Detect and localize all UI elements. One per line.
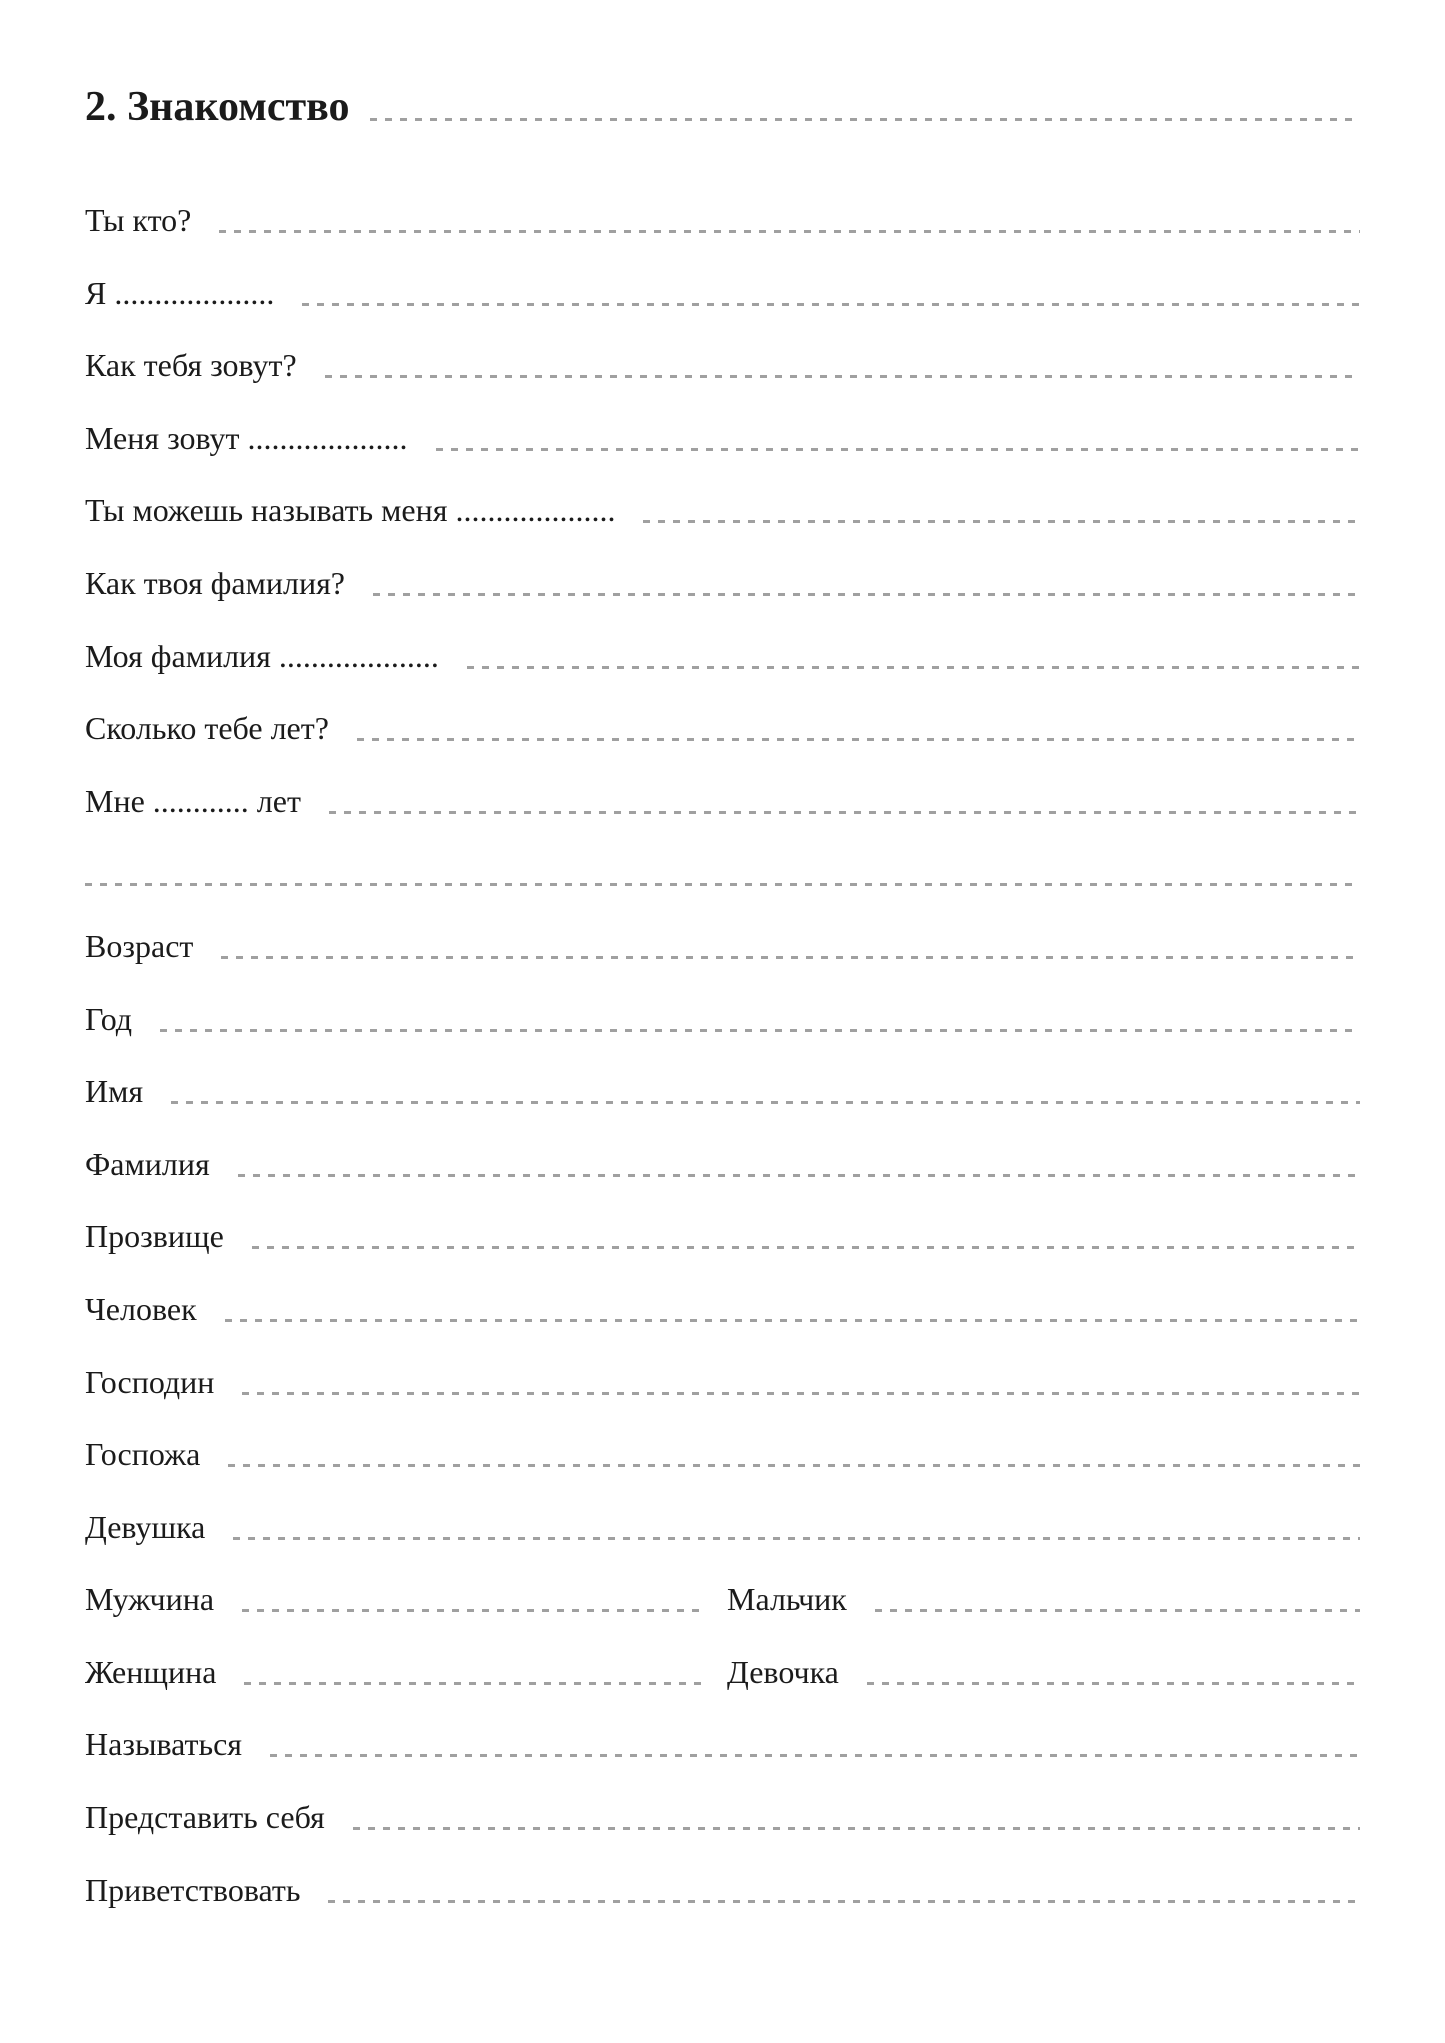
answer-dashed-line [643,520,1360,523]
vocab-row [85,1797,1360,1837]
answer-dashed-line [233,1537,1360,1540]
vocab-label: Мальчик [727,1581,847,1618]
answer-dashed-line [329,811,1360,814]
answer-dashed-line [353,1827,1360,1830]
pair-left-cell [85,1579,703,1619]
vocab-row-pair [85,1652,1360,1692]
answer-dashed-line [238,1174,1360,1177]
pair-right-cell [727,1652,1360,1692]
phrase-row [85,273,1360,313]
vocab-label: Называться [85,1726,243,1763]
answer-dashed-line [221,956,1360,959]
answer-dashed-line [244,1682,703,1685]
answer-dashed-line [302,303,1360,306]
answer-dashed-line [225,1319,1360,1322]
vocab-row [85,1362,1360,1402]
vocab-row [85,1507,1360,1547]
phrase-label: Меня зовут .................... [85,419,408,456]
phrase-row [85,781,1360,821]
vocab-row-pair [85,1579,1360,1619]
phrase-row [85,418,1360,458]
phrase-label: Я .................... [85,274,275,311]
vocab-label: Фамилия [85,1145,210,1182]
vocab-label: Представить себя [85,1799,325,1836]
answer-dashed-line [436,448,1360,451]
answer-dashed-line [467,666,1360,669]
phrase-label: Моя фамилия .................... [85,637,439,674]
phrase-row [85,708,1360,748]
phrase-row [85,490,1360,530]
vocab-row [85,1289,1360,1329]
vocab-label: Девочка [727,1653,839,1690]
vocab-label: Женщина [85,1653,217,1690]
answer-dashed-line [328,1900,1360,1903]
phrase-label: Сколько тебе лет? [85,710,329,747]
phrase-row [85,200,1360,240]
vocab-label: Возраст [85,927,194,964]
vocab-row [85,999,1360,1039]
answer-dashed-line [373,593,1360,596]
phrase-row [85,636,1360,676]
phrase-row [85,563,1360,603]
vocab-label: Человек [85,1290,197,1327]
vocab-label: Год [85,1000,133,1037]
vocab-label: Девушка [85,1508,206,1545]
answer-dashed-line [242,1392,1360,1395]
phrase-label: Ты кто? [85,202,192,238]
answer-dashed-line [867,1682,1360,1685]
page-title: 2. Знакомство [85,84,350,130]
answer-dashed-line [219,230,1360,233]
answer-dashed-line [357,738,1360,741]
vocab-label: Прозвище [85,1218,224,1255]
vocab-row [85,1144,1360,1184]
phrase-label: Как твоя фамилия? [85,564,345,601]
vocab-label: Мужчина [85,1581,215,1618]
vocab-row [85,1071,1360,1111]
answer-dashed-line [242,1609,703,1612]
answer-dashed-line [252,1246,1360,1249]
title-dashed-line [370,118,1361,121]
answer-dashed-line [875,1609,1360,1612]
phrase-row [85,345,1360,385]
pair-left-cell [85,1652,703,1692]
answer-dashed-line [270,1754,1360,1757]
answer-dashed-line [325,375,1360,378]
section-divider-dashed-line [85,853,1360,893]
vocab-label: Госпожа [85,1436,201,1473]
phrase-label: Ты можешь называть меня .................... [85,492,616,529]
answer-dashed-line [228,1464,1360,1467]
vocab-label: Господин [85,1363,215,1400]
vocab-label: Имя [85,1073,144,1110]
answer-dashed-line [160,1029,1360,1032]
title-row [85,83,1360,131]
vocab-row [85,1724,1360,1764]
pair-right-cell [727,1579,1360,1619]
worksheet-rows [85,200,1360,1910]
phrase-label: Мне ............ лет [85,782,301,819]
phrase-label: Как тебя зовут? [85,347,297,384]
vocab-row [85,1434,1360,1474]
vocab-label: Приветствовать [85,1871,301,1908]
divider-dashed-line [85,883,1360,886]
vocab-row [85,1216,1360,1256]
answer-dashed-line [171,1101,1360,1104]
vocab-row [85,1870,1360,1910]
vocab-row [85,926,1360,966]
